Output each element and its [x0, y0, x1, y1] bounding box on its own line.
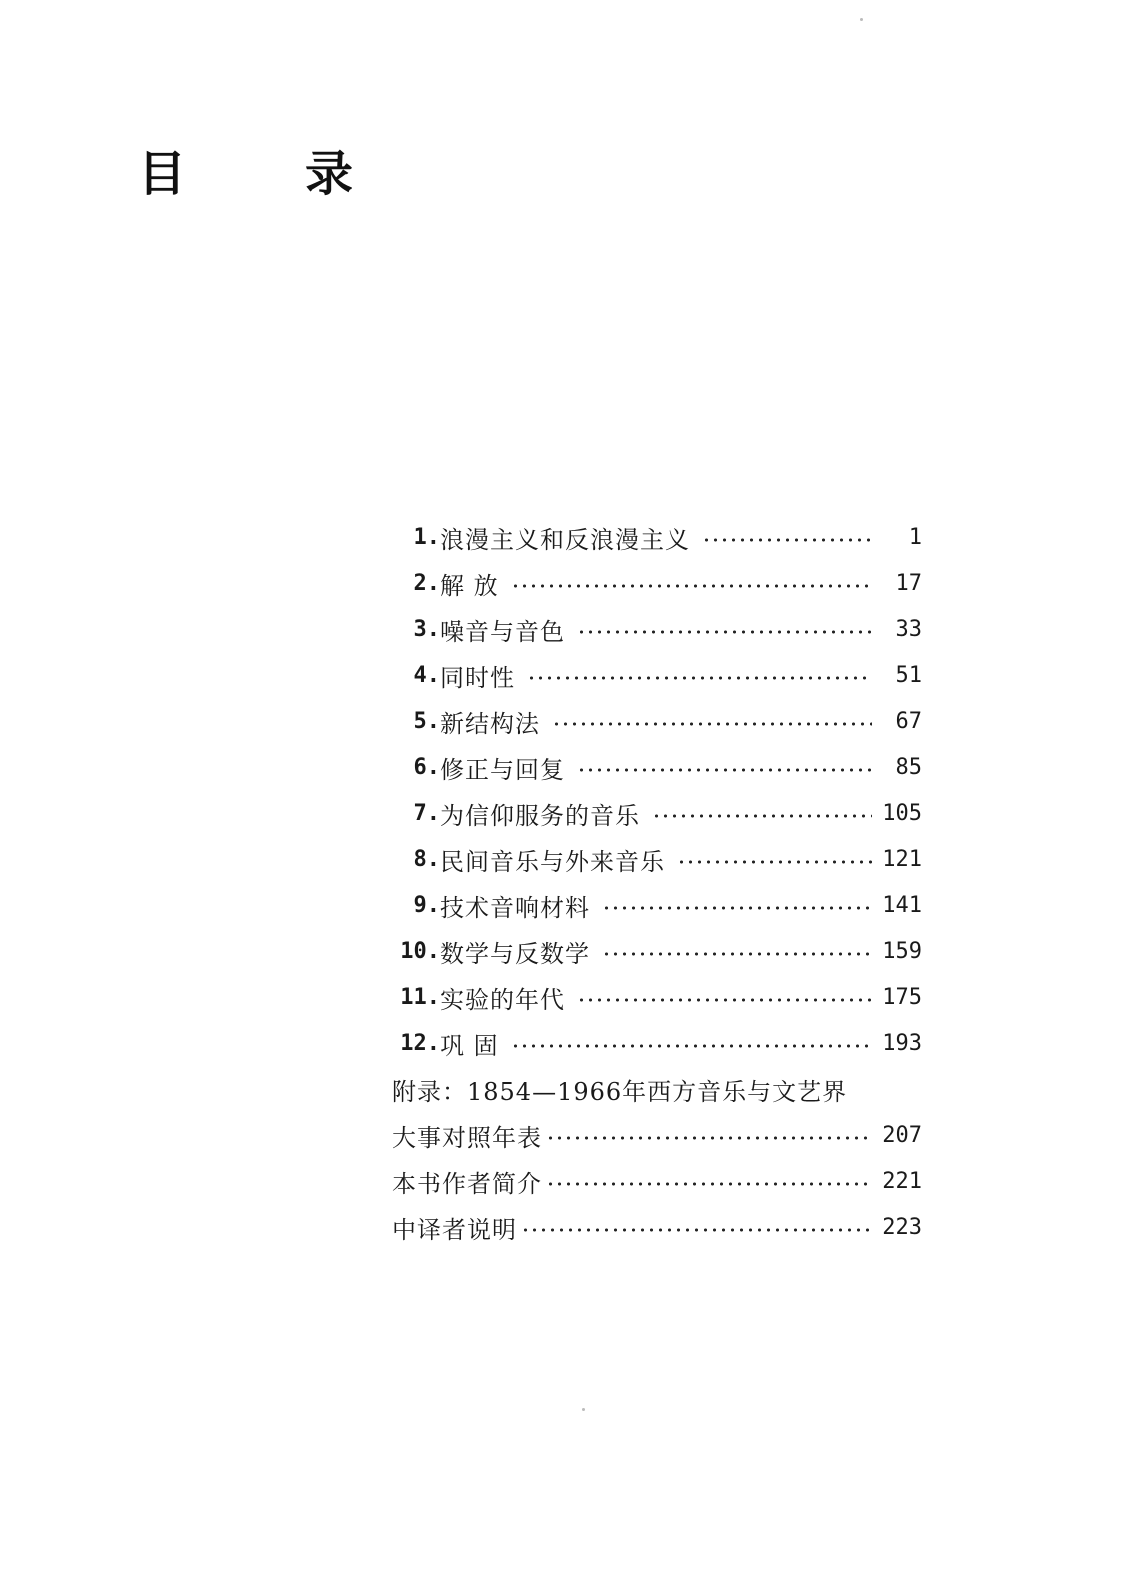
toc-sub-entry-label: 中译者说明 [392, 1215, 517, 1244]
toc-sub-entry-label: 大事对照年表 [392, 1123, 542, 1152]
toc-entry-11[interactable] [392, 974, 922, 1020]
toc-sub-entry-page: 221 [882, 1168, 922, 1194]
toc-entry-number: 4. [413, 662, 440, 688]
toc-entry-8[interactable] [392, 836, 922, 882]
toc-entry-number: 9. [413, 892, 440, 918]
toc-entry-2[interactable] [392, 560, 922, 606]
page-title-char-1: 目 [138, 146, 187, 202]
page-title-char-2: 录 [305, 146, 354, 202]
dot-leader [677, 859, 872, 865]
toc-entry-page: 105 [882, 800, 922, 826]
dot-leader [511, 583, 872, 589]
toc-entry-label: 新结构法 [440, 709, 540, 738]
toc-entry-page: 175 [882, 984, 922, 1010]
appendix-label: 附录：1854—1966年西方音乐与文艺界 [392, 1077, 848, 1106]
toc-entry-label: 同时性 [440, 663, 515, 692]
dot-leader [521, 1227, 872, 1233]
toc-entry-page: 141 [882, 892, 922, 918]
toc-entry-1[interactable] [392, 514, 922, 560]
dot-leader [602, 905, 872, 911]
toc-entry-number: 2. [413, 570, 440, 596]
toc-entry-page: 121 [882, 846, 922, 872]
toc-entry-label: 修正与回复 [440, 755, 565, 784]
toc-entry-number: 3. [413, 616, 440, 642]
toc-entry-page: 33 [895, 616, 922, 642]
toc-entry-label: 噪音与音色 [440, 617, 565, 646]
dot-leader [702, 537, 872, 543]
toc-appendix-heading [392, 1066, 922, 1112]
toc-entry-number: 5. [413, 708, 440, 734]
dot-leader [546, 1135, 872, 1141]
toc-entry-3[interactable] [392, 606, 922, 652]
dot-leader [552, 721, 872, 727]
dot-leader [577, 997, 872, 1003]
toc-sub-entry-page: 223 [882, 1214, 922, 1240]
toc-entry-4[interactable] [392, 652, 922, 698]
toc-entry-number: 6. [413, 754, 440, 780]
toc-entry-number: 1. [413, 524, 440, 550]
toc-entry-number: 8. [413, 846, 440, 872]
toc-entry-5[interactable] [392, 698, 922, 744]
toc-entry-label: 浪漫主义和反浪漫主义 [440, 525, 690, 554]
toc-entry-label: 巩 固 [440, 1031, 499, 1060]
dot-leader [527, 675, 872, 681]
toc-entry-number: 11. [400, 984, 440, 1010]
scan-speck [860, 18, 863, 21]
toc-sub-entry-1[interactable] [392, 1112, 922, 1158]
toc-entry-number: 7. [413, 800, 440, 826]
toc-entry-label: 解 放 [440, 571, 499, 600]
dot-leader [577, 629, 872, 635]
toc-entry-label: 为信仰服务的音乐 [440, 801, 640, 830]
dot-leader [511, 1043, 872, 1049]
toc-entry-9[interactable] [392, 882, 922, 928]
toc-entry-label: 民间音乐与外来音乐 [440, 847, 665, 876]
toc-entry-label: 技术音响材料 [440, 893, 590, 922]
dot-leader [652, 813, 872, 819]
toc-entry-label: 数学与反数学 [440, 939, 590, 968]
toc-entry-page: 193 [882, 1030, 922, 1056]
toc-entry-page: 17 [895, 570, 922, 596]
dot-leader [546, 1181, 872, 1187]
scan-speck [582, 1408, 585, 1411]
dot-leader [577, 767, 872, 773]
toc-entry-page: 159 [882, 938, 922, 964]
toc-sub-entry-label: 本书作者简介 [392, 1169, 542, 1198]
toc-entry-7[interactable] [392, 790, 922, 836]
toc-entry-number: 10. [400, 938, 440, 964]
toc-entry-page: 67 [895, 708, 922, 734]
dot-leader [602, 951, 872, 957]
table-of-contents [392, 514, 922, 1250]
toc-entry-page: 1 [908, 524, 922, 550]
toc-entry-12[interactable] [392, 1020, 922, 1066]
toc-entry-6[interactable] [392, 744, 922, 790]
toc-sub-entry-2[interactable] [392, 1158, 922, 1204]
toc-sub-entry-page: 207 [882, 1122, 922, 1148]
toc-entry-page: 51 [895, 662, 922, 688]
toc-entry-number: 12. [400, 1030, 440, 1056]
toc-sub-entry-3[interactable] [392, 1204, 922, 1250]
toc-entry-10[interactable] [392, 928, 922, 974]
toc-entry-page: 85 [895, 754, 922, 780]
toc-entry-label: 实验的年代 [440, 985, 565, 1014]
